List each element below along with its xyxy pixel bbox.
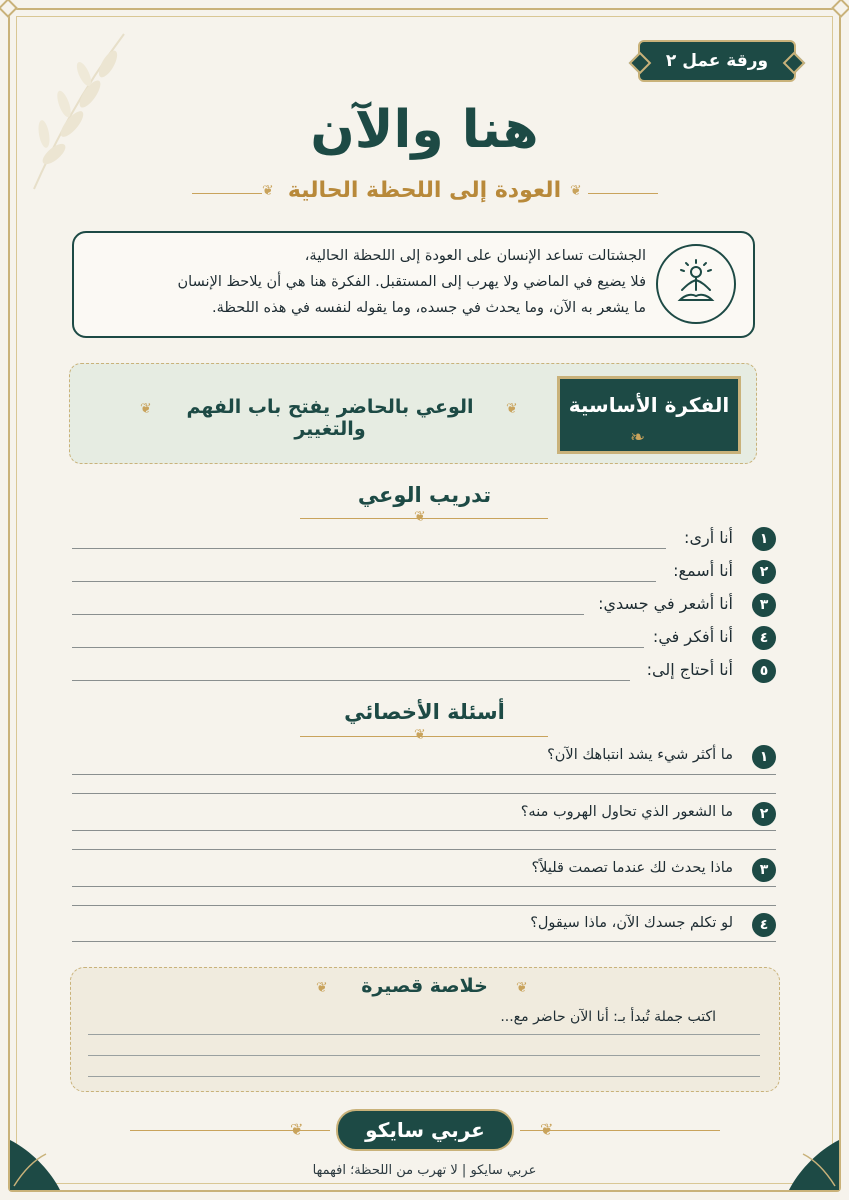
item-number: ٥: [752, 659, 776, 683]
corner-ornament: [779, 1130, 839, 1190]
answer-line[interactable]: [72, 548, 666, 549]
summary-line[interactable]: [88, 1055, 760, 1056]
answer-line[interactable]: [72, 774, 776, 775]
key-idea-label: [557, 376, 741, 454]
item-number: ٤: [752, 913, 776, 937]
answer-line[interactable]: [72, 905, 776, 906]
meditation-icon: [656, 244, 736, 324]
ornament-icon: ❦: [540, 1120, 554, 1139]
awareness-label: أنا أحتاج إلى:: [646, 660, 733, 679]
item-number: ١: [752, 527, 776, 551]
answer-line[interactable]: [72, 614, 584, 615]
answer-line[interactable]: [72, 849, 776, 850]
question-label: ما الشعور الذي تحاول الهروب منه؟: [520, 804, 733, 820]
answer-line[interactable]: [72, 647, 644, 648]
intro-line: الجشتالت تساعد الإنسان على العودة إلى اللحظة الحالية،: [304, 248, 646, 264]
ornament-icon: ❦: [262, 183, 274, 199]
answer-line[interactable]: [72, 581, 656, 582]
answer-line[interactable]: [72, 941, 776, 942]
awareness-heading: تدريب الوعي: [357, 483, 492, 507]
ornament-icon: ❦: [414, 509, 426, 525]
key-idea-text: الوعي بالحاضر يفتح باب الفهم والتغيير: [186, 396, 474, 440]
corner-ornament: [10, 1130, 70, 1190]
page-subtitle: العودة إلى اللحظة الحالية: [287, 178, 562, 203]
awareness-label: أنا أشعر في جسدي:: [598, 594, 733, 613]
footer-tagline: عربي سايكو | لا تهرب من اللحظة؛ افهمها: [312, 1163, 537, 1178]
ornament-icon: ❦: [570, 183, 582, 199]
questions-heading: أسئلة الأخصائي: [344, 700, 505, 724]
worksheet-badge: ورقة عمل ٢: [638, 40, 796, 82]
question-label: ما أكثر شيء يشد انتباهك الآن؟: [547, 747, 733, 763]
item-number: ١: [752, 745, 776, 769]
intro-line: ما يشعر به الآن، وما يحدث في جسده، وما يقوله لنفسه في هذه اللحظة.: [212, 300, 646, 316]
summary-line[interactable]: [88, 1034, 760, 1035]
summary-heading: خلاصة قصيرة: [361, 975, 488, 997]
ornament-icon: ❦: [290, 1120, 304, 1139]
key-idea-label-text: الفكرة الأساسية: [568, 393, 730, 417]
question-label: ماذا يحدث لك عندما تصمت قليلاً؟: [531, 860, 733, 876]
ornament-icon: ❦: [140, 401, 152, 417]
item-number: ٣: [752, 858, 776, 882]
item-number: ٤: [752, 626, 776, 650]
answer-line[interactable]: [72, 830, 776, 831]
question-label: لو تكلم جسدك الآن، ماذا سيقول؟: [530, 915, 733, 931]
intro-text: [86, 243, 646, 321]
ornament-icon: ❦: [414, 727, 426, 743]
awareness-label: أنا أسمع:: [673, 561, 733, 580]
summary-line[interactable]: [88, 1076, 760, 1077]
ornament-icon: ❦: [506, 401, 518, 417]
item-number: ٣: [752, 593, 776, 617]
item-number: ٢: [752, 560, 776, 584]
brand-badge: عربي سايكو: [336, 1109, 514, 1151]
intro-line: فلا يضيع في الماضي ولا يهرب إلى المستقبل. الفكرة هنا هي أن يلاحظ الإنسان: [177, 274, 646, 290]
page-title: هنا والآن: [310, 100, 539, 160]
ornament-icon: ❦: [516, 980, 528, 996]
awareness-label: أنا أفكر في:: [652, 627, 733, 646]
item-number: ٢: [752, 802, 776, 826]
awareness-label: أنا أرى:: [684, 528, 733, 547]
answer-line[interactable]: [72, 886, 776, 887]
leaf-icon: ❧: [630, 427, 646, 448]
answer-line[interactable]: [72, 680, 630, 681]
answer-line[interactable]: [72, 793, 776, 794]
ornament-icon: ❦: [316, 980, 328, 996]
summary-prompt: اكتب جملة تُبدأ بـ: أنا الآن حاضر مع...: [500, 1009, 716, 1025]
